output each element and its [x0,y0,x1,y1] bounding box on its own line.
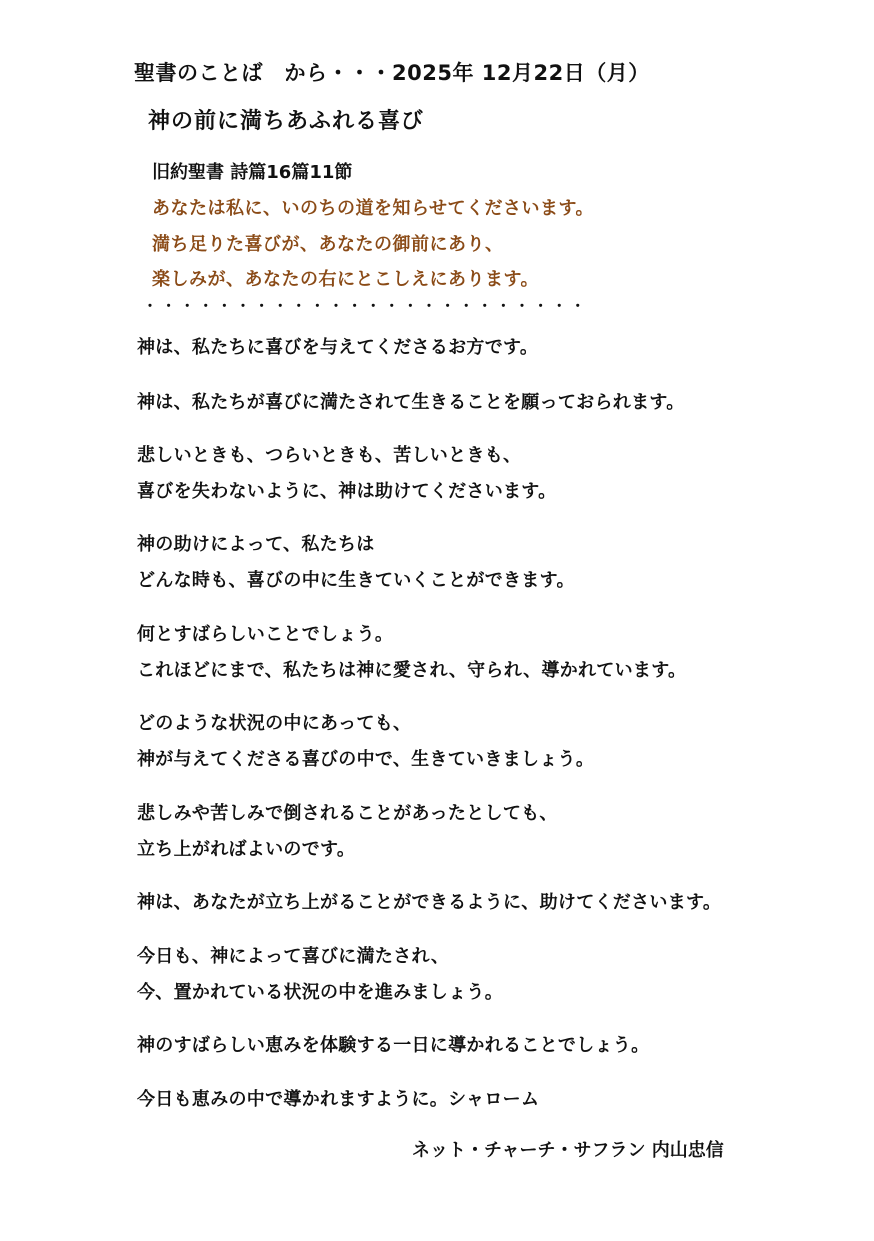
body-line: 神は、私たちが喜びに満たされて生きることを願っておられます。 [137,392,685,413]
body-line: 神は、私たちに喜びを与えてくださるお方です。 [137,337,539,358]
body-line: 今、置かれている状況の中を進みましょう。 [137,982,503,1003]
body-line: 神は、あなたが立ち上がることができるように、助けてくださいます。 [137,892,722,913]
scripture-reference: 旧約聖書 詩篇16篇11節 [152,162,353,183]
verse-line: 楽しみが、あなたの右にとこしえにあります。 [152,269,540,290]
body-line: 何とすばらしいことでしょう。 [137,624,394,645]
body-line: これほどにまで、私たちは神に愛され、守られ、導かれています。 [137,660,687,681]
body-line: 悲しみや苦しみで倒されることがあったとしても、 [137,803,558,824]
body-line: 神の助けによって、私たちは [137,534,375,555]
body-line: 今日も恵みの中で導かれますように。シャローム [137,1089,540,1110]
body-line: 今日も、神によって喜びに満たされ、 [137,946,450,967]
signature: ネット・チャーチ・サフラン 内山忠信 [412,1140,724,1161]
verse-line: 満ち足りた喜びが、あなたの御前にあり、 [152,234,504,255]
body-line: どんな時も、喜びの中に生きていくことができます。 [137,570,575,591]
body-line: 悲しいときも、つらいときも、苦しいときも、 [137,445,522,466]
page-title: 神の前に満ちあふれる喜び [148,109,425,134]
body-line: どのような状況の中にあっても、 [137,713,412,734]
page-header: 聖書のことば から・・・2025年 12月22日（月） [134,61,650,85]
body-line: 喜びを失わないように、神は助けてくださいます。 [137,481,557,502]
dotted-separator: ・・・・・・・・・・・・・・・・・・・・・・・・ [143,299,590,315]
body-line: 神が与えてくださる喜びの中で、生きていきましょう。 [137,749,595,770]
body-line: 立ち上がればよいのです。 [137,839,356,860]
body-line: 神のすばらしい恵みを体験する一日に導かれることでしょう。 [137,1035,650,1056]
verse-line: あなたは私に、いのちの道を知らせてくださいます。 [152,198,595,219]
